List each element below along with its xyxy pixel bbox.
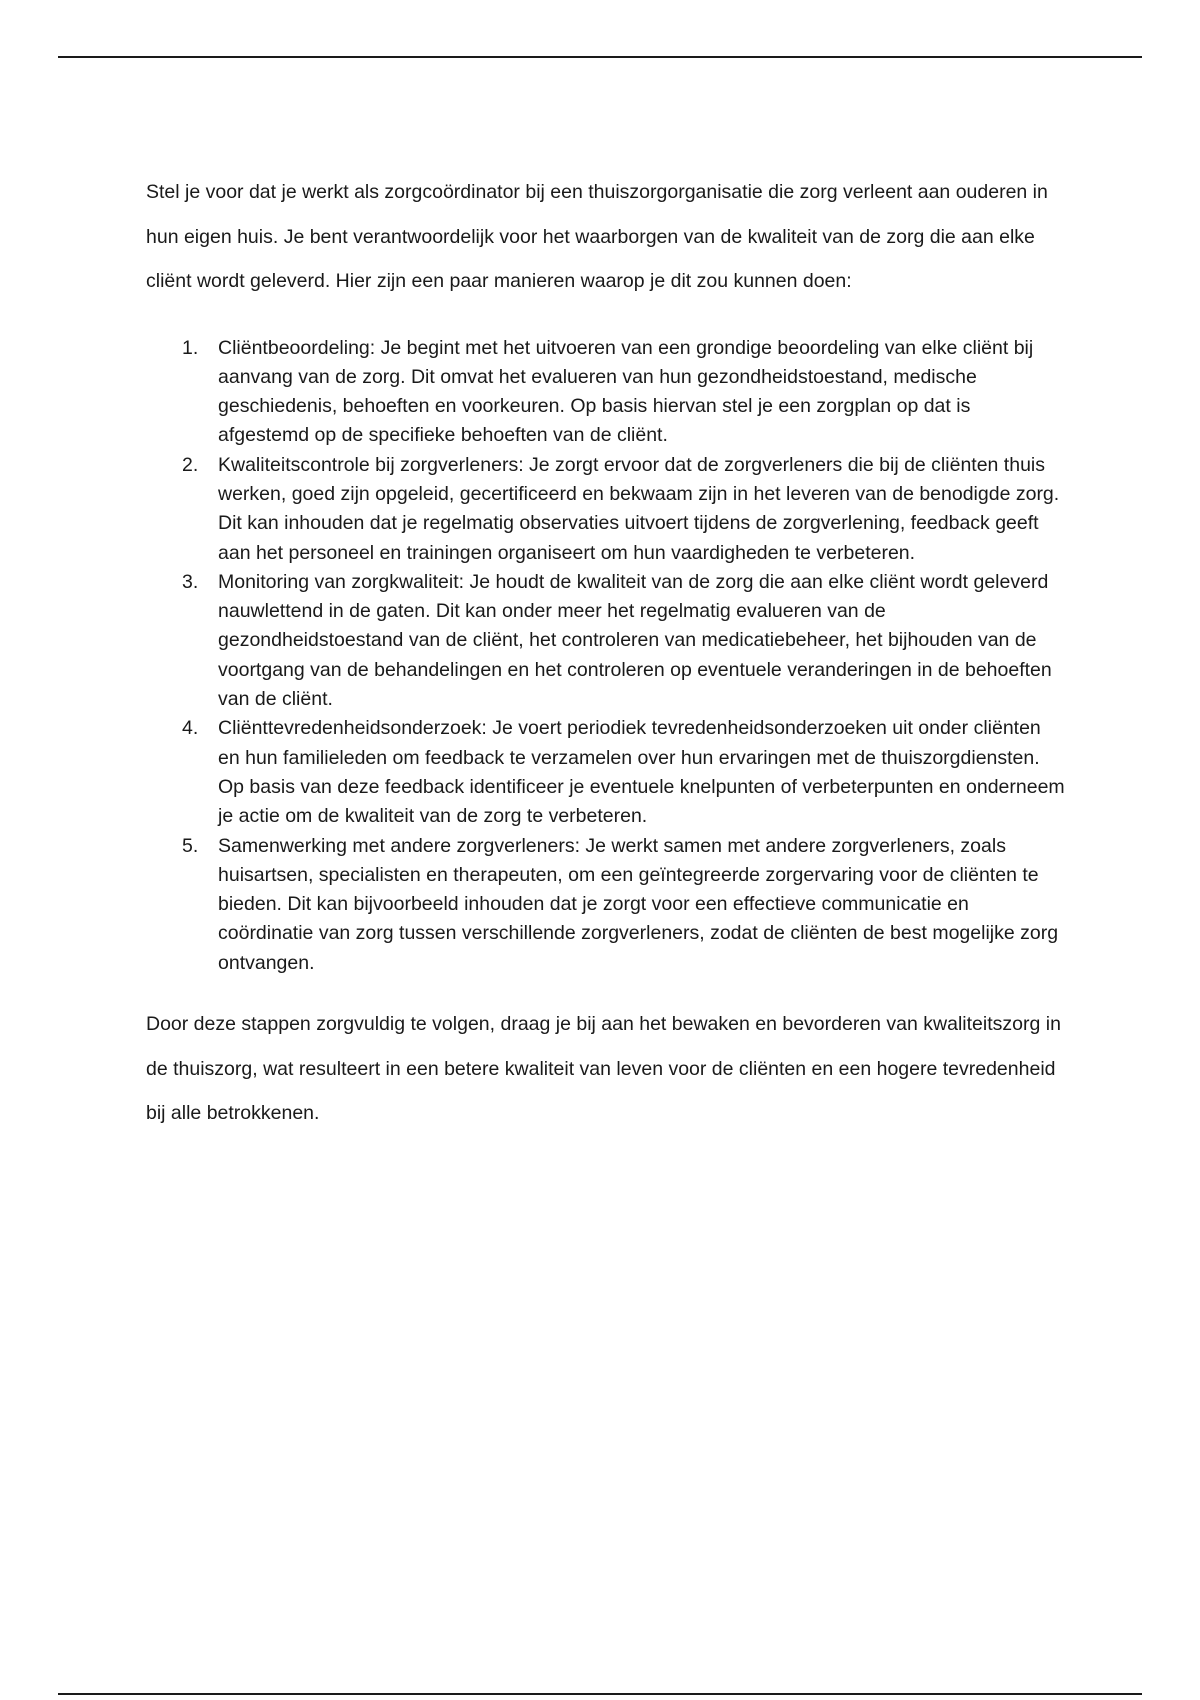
list-item <box>146 334 1066 451</box>
conclusion-paragraph: Door deze stappen zorgvuldig te volgen, draag je bij aan het bewaken en bevorderen van kwaliteitszorg in de thuiszorg, wat resulteert in een betere kwaliteit van leven voor de cliënten en een hogere tevredenheid bij alle betrokkenen. <box>146 1013 1061 1125</box>
list-item-text: Samenwerking met andere zorgverleners: Je werkt samen met andere zorgverleners, zoals huisartsen, specialisten en therapeuten, om een geïntegreerde zorgervaring voor de cliënten te bieden. Dit kan bijvoorbeeld inhouden dat je zorgt voor een effectieve communicatie en coördinatie van zorg tussen verschillende zorgverleners, zodat de cliënten de best mogelijke zorg ontvangen. <box>218 834 1059 974</box>
list-item-number: 1. <box>182 336 199 359</box>
list-item-number: 2. <box>182 453 199 476</box>
numbered-list <box>146 334 1066 979</box>
list-item-number: 4. <box>182 717 199 740</box>
list-item <box>146 832 1066 978</box>
header-rule <box>58 56 1142 58</box>
document-body <box>146 170 1066 1136</box>
intro-paragraph: Stel je voor dat je werkt als zorgcoördinator bij een thuiszorgorganisatie die zorg verleent aan ouderen in hun eigen huis. Je bent verantwoordelijk voor het waarborgen van de kwaliteit van de zorg die aan elke cliënt wordt geleverd. Hier zijn een paar manieren waarop je dit zou kunnen doen: <box>146 181 1048 292</box>
list-item <box>146 714 1066 831</box>
list-item-number: 5. <box>182 834 199 857</box>
list-item <box>146 451 1066 568</box>
list-item-number: 3. <box>182 570 199 593</box>
footer-rule <box>58 1693 1142 1695</box>
list-item-text: Monitoring van zorgkwaliteit: Je houdt de kwaliteit van de zorg die aan elke cliënt wordt geleverd nauwlettend in de gaten. Dit kan onder meer het regelmatig evalueren van de gezondheidstoestand van de cliënt, het controleren van medicatiebeheer, het bijhouden van de voortgang van de behandelingen en het controleren op eventuele veranderingen in de behoeften van de cliënt. <box>218 570 1052 711</box>
list-item-text: Cliënttevredenheidsonderzoek: Je voert periodiek tevredenheidsonderzoeken uit onder cliënten en hun familieleden om feedback te verzamelen over hun ervaringen met de thuiszorgdiensten. Op basis van deze feedback identificeer je eventuele knelpunten of verbeterpunten en onderneem je actie om de kwaliteit van de zorg te verbeteren. <box>218 717 1065 828</box>
list-item-text: Kwaliteitscontrole bij zorgverleners: Je zorgt ervoor dat de zorgverleners die bij de cliënten thuis werken, goed zijn opgeleid, gecertificeerd en bekwaam zijn in het leveren van de benodigde zorg. Dit kan inhouden dat je regelmatig observaties uitvoert tijdens de zorgverlening, feedback geeft aan het personeel en trainingen organiseert om hun vaardigheden te verbeteren. <box>218 453 1060 564</box>
list-item-text: Cliëntbeoordeling: Je begint met het uitvoeren van een grondige beoordeling van elke cliënt bij aanvang van de zorg. Dit omvat het evalueren van hun gezondheidstoestand, medische geschiedenis, behoeften en voorkeuren. Op basis hiervan stel je een zorgplan op dat is afgestemd op de specifieke behoeften van de cliënt. <box>218 336 1034 447</box>
list-item <box>146 568 1066 714</box>
